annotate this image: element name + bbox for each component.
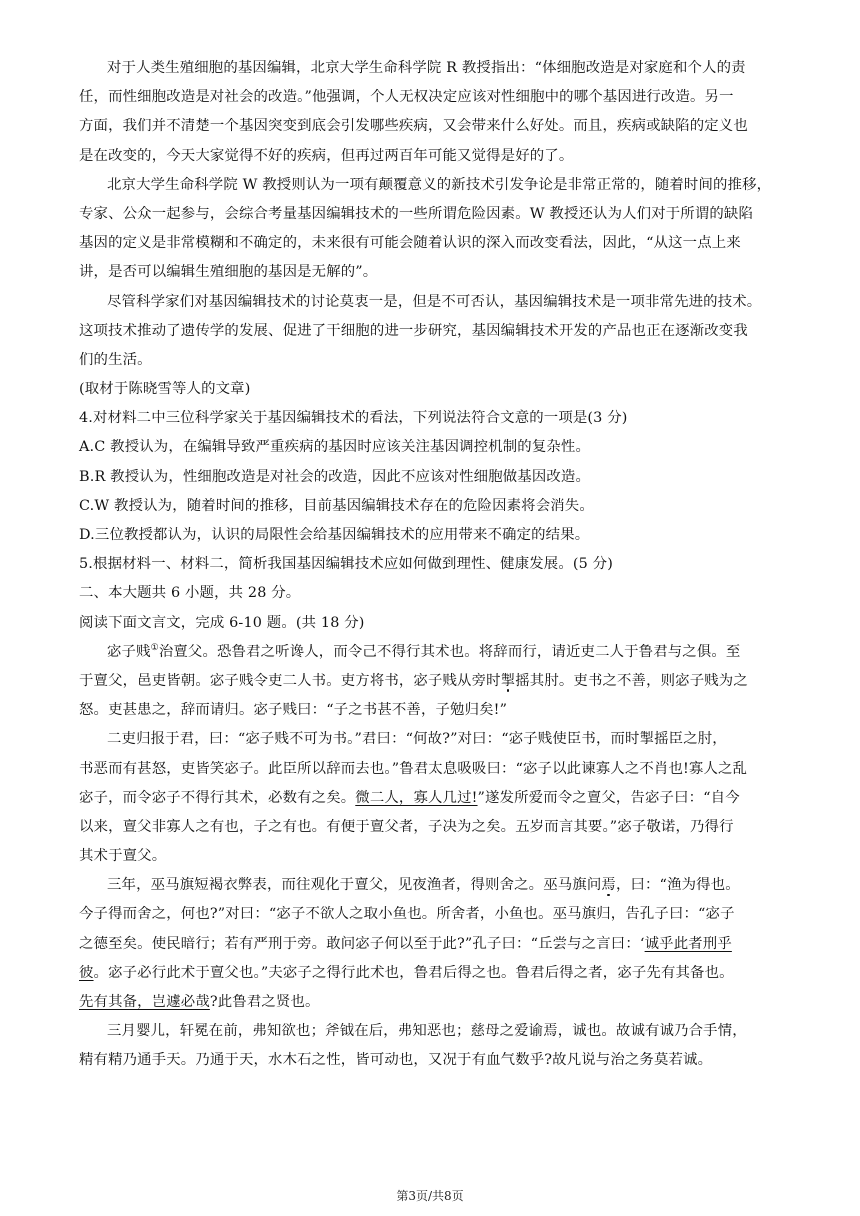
classical-text-line <box>79 871 791 900</box>
text-segment: 于亶父，邑吏皆朝。宓子贱令吏二人书。吏方将书，宓子贱从旁时 <box>79 672 501 689</box>
paragraph-line: 专家、公众一起参与，会综合考量基因编辑技术的一些所谓危险因素。W 教授还认为人们对于所谓的缺陷 <box>79 205 753 222</box>
underlined-phrase: 微二人，寡人几过! <box>355 789 478 806</box>
classical-text-line: 其术于亶父。 <box>79 848 167 865</box>
classical-text-line <box>79 638 791 667</box>
classical-text-line <box>79 959 791 988</box>
classical-text-line <box>79 784 791 813</box>
classical-text-line: 书恶而有甚怒，吏皆笑宓子。此臣所以辞而去也。”鲁君太息吸吸曰：“宓子以此谏寡人之不肖也!寡人之乱 <box>79 760 748 777</box>
paragraph-line: 这项技术推动了遗传学的发展、促进了干细胞的进一步研究，基因编辑技术开发的产品也正在逐渐改变我 <box>79 322 748 339</box>
question-4: 4.对材料二中三位科学家关于基因编辑技术的看法，下列说法符合文意的一项是(3 分) <box>79 410 628 427</box>
emphasis-dot-word: 焉 <box>601 877 616 894</box>
option-a: A.C 教授认为，在编辑导致严重疾病的基因时应该关注基因调控机制的复杂性。 <box>79 439 590 456</box>
underlined-phrase: 先有其备，岂遽必哉 <box>79 994 210 1010</box>
paragraph-line: 对于人类生殖细胞的基因编辑，北京大学生命科学院 R 教授指出：“体细胞改造是对家庭和个人的责 <box>107 60 746 76</box>
underlined-phrase: 诚乎此者刑乎 <box>644 935 732 952</box>
text-segment: 之德至矣。使民暗行；若有严刑于旁。敢问宓子何以至于此?”孔子曰：“丘尝与之言曰：‘ <box>79 935 645 952</box>
paragraph-line: 任，而性细胞改造是对社会的改造。”他强调，个人无权决定应该对性细胞中的哪个基因进行改造。另一 <box>79 89 734 106</box>
paragraph-line: 北京大学生命科学院 W 教授则认为一项有颠覆意义的新技术引发争论是非常正常的，随着时间的推移， <box>107 176 772 193</box>
option-d: D.三位教授都认为，认识的局限性会给基因编辑技术的应用带来不确定的结果。 <box>79 527 590 543</box>
text-segment: 宓子，而令宓子不得行其术，必数有之矣。 <box>79 789 356 806</box>
underlined-phrase: 彼 <box>79 964 94 981</box>
text-segment: 宓子贱 <box>107 643 151 660</box>
text-segment: 治亶父。恐鲁君之听谗人，而令己不得行其术也。将辞而行，请近吏二人于鲁君与之俱。至 <box>158 643 741 660</box>
classical-text-line: 今子得而舍之，何也?”对曰：“宓子不欲人之取小鱼也。所舍者，小鱼也。巫马旗归，告孔子曰：“宓子 <box>79 906 735 923</box>
option-b: B.R 教授认为，性细胞改造是对社会的改造，因此不应该对性细胞做基因改造。 <box>79 468 591 485</box>
emphasis-dot-word: 掣 <box>500 672 516 689</box>
text-segment: 摇其肘。吏书之不善，则宓子贱为之 <box>515 672 748 689</box>
text-segment: 。宓子必行此术于亶父也。”夫宓子之得行此术也，鲁君后得之也。鲁君后得之者，宓子先有其备也。 <box>93 964 734 981</box>
classical-text-line: 怒。吏甚患之，辞而请归。宓子贱曰：“子之书甚不善，子勉归矣!” <box>79 702 508 719</box>
option-c: C.W 教授认为，随着时间的推移，目前基因编辑技术存在的危险因素将会消失。 <box>79 497 594 514</box>
text-segment: ?此鲁君之贤也。 <box>209 994 320 1010</box>
section-heading: 二、本大题共 6 小题，共 28 分。 <box>79 585 301 602</box>
text-segment: 三年，巫马旗短褐衣弊表，而往观化于亶父，见夜渔者，得则舍之。巫马旗问 <box>107 877 602 894</box>
text-segment: ”遂发所爱而令之亶父，告宓子曰：“自今 <box>477 789 740 806</box>
classical-text-line <box>79 667 791 696</box>
paragraph-line: 们的生活。 <box>79 351 152 368</box>
classical-text-line: 以来，亶父非寡人之有也，子之有也。有便于亶父者，子决为之矣。五岁而言其要。”宓子敬诺，乃得行 <box>79 818 734 835</box>
reading-instruction: 阅读下面文言文，完成 6-10 题。(共 18 分) <box>79 614 365 631</box>
footnote-marker: ① <box>150 642 159 653</box>
page-number: 第3页/共8页 <box>396 1189 464 1203</box>
paragraph-line: 基因的定义是非常模糊和不确定的，未来很有可能会随着认识的深入而改变看法，因此，“从这一点上来 <box>79 235 741 252</box>
classical-text-line <box>79 988 791 1017</box>
paragraph-line: 尽管科学家们对基因编辑技术的讨论莫衷一是，但是不可否认，基因编辑技术是一项非常先进的技术。 <box>107 293 762 310</box>
document-page <box>79 54 791 1076</box>
paragraph-line: 是在改变的，今天大家觉得不好的疾病，但再过两百年可能又觉得是好的了。 <box>79 147 574 164</box>
paragraph-line: 方面，我们并不清楚一个基因突变到底会引发哪些疾病，又会带来什么好处。而且，疾病或缺陷的定义也 <box>79 118 748 135</box>
classical-text-line: 精有精乃通手天。乃通于天，水木石之性，皆可动也，又况于有血气数乎?故凡说与治之务莫若诚。 <box>79 1052 713 1069</box>
text-segment: ，曰：“渔为得也。 <box>615 877 740 894</box>
paragraph-line: 讲，是否可以编辑生殖细胞的基因是无解的”。 <box>79 264 378 281</box>
classical-text-line: 三月婴儿，轩冕在前，弗知欲也；斧钺在后，弗知恶也；慈母之爱谕焉，诚也。故诚有诚乃合手情， <box>107 1023 747 1040</box>
classical-text-line: 二吏归报于君，曰：“宓子贱不可为书。”君曰：“何故?”对曰：“宓子贱使臣书，而时掣摇臣之肘， <box>107 731 727 748</box>
source-note: (取材于陈晓雪等人的文章) <box>79 381 251 398</box>
question-5: 5.根据材料一、材料二，简析我国基因编辑技术应如何做到理性、健康发展。(5 分) <box>79 556 613 573</box>
classical-text-line <box>79 930 791 959</box>
